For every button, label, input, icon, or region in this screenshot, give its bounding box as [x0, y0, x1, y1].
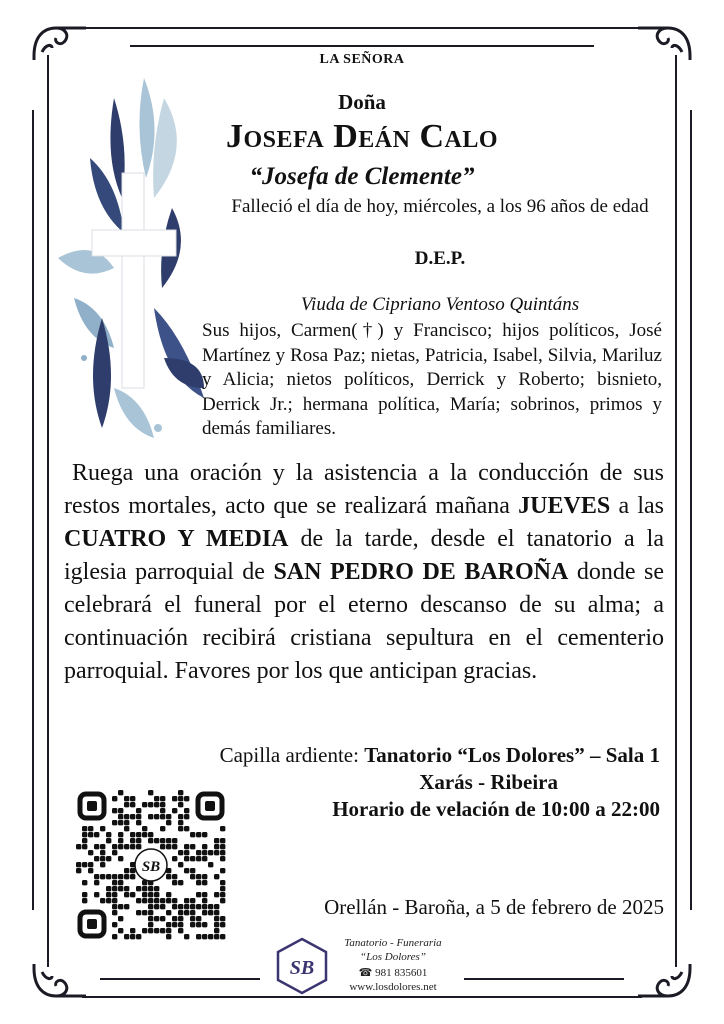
wake-hours: Horario de velación de 10:00 a 22:00 [332, 797, 660, 821]
place-and-date: Orellán - Baroña, a 5 de febrero de 2025 [324, 895, 664, 919]
frame-right-line [675, 55, 677, 967]
announcement-text: a las [610, 493, 665, 519]
chapel-town: Xarás - Ribeira [419, 770, 558, 794]
corner-ornament-bottom-right-icon [636, 962, 694, 1002]
frame-bottom-inner-right-line [464, 978, 624, 980]
frame-left-outer-line [32, 110, 34, 910]
chapel-label: Capilla ardiente: [219, 743, 365, 767]
frame-bottom-line [82, 996, 642, 998]
death-statement: Falleció el día de hoy, miércoles, a los 96 años de edad [231, 196, 649, 217]
announcement-text: Ruega una oración y la asistencia a la conducción de sus restos mortales, acto que se realizará mañana [64, 460, 664, 519]
frame-left-line [47, 55, 49, 967]
cross-with-leaves-icon [54, 58, 214, 448]
frame-top-line [82, 27, 642, 29]
rip-text: D.E.P. [414, 248, 466, 269]
footer-website-link[interactable]: www.losdolores.net [349, 981, 437, 993]
church-name: SAN PEDRO DE BAROÑA [273, 559, 569, 585]
footer-company-name: “Los Dolores” [360, 951, 426, 963]
logo-text: SB [289, 957, 315, 979]
notice-heading: LA SEÑORA [319, 52, 405, 67]
corner-ornament-bottom-left-icon [30, 962, 88, 1002]
funeral-time: CUATRO Y MEDIA [64, 526, 289, 552]
qr-code-icon[interactable] [76, 790, 226, 940]
widow-line: Viuda de Cipriano Ventoso Quintáns [300, 294, 580, 315]
chapel-place: Tanatorio “Los Dolores” – Sala 1 [364, 743, 660, 767]
frame-bottom-inner-left-line [100, 978, 260, 980]
footer-company-type: Tanatorio - Funeraria [344, 937, 442, 949]
announcement-text: de la tarde, desde el tanatorio a la iglesia parroquial de [64, 526, 664, 585]
deceased-name: Josefa Deán Calo [225, 118, 499, 155]
frame-top-inner-line [130, 45, 594, 47]
frame-right-outer-line [690, 110, 692, 910]
chapel-line [100, 743, 660, 768]
family-list: Sus hijos, Carmen(†) y Francisco; hijos políticos, José Martínez y Rosa Paz; nietas, Patricia, Isabel, Silvia, Mariluz y Alicia; nietos políticos, Derrick y Roberto; bisnieto, Derrick Jr.; hermana política, María; sobrinos, primos y demás familiares. [202, 320, 662, 440]
honorific: Doña [338, 90, 386, 114]
footer-phone: ☎ 981 835601 [358, 967, 428, 979]
funeral-announcement [64, 457, 664, 688]
deceased-nickname: “Josefa de Clemente” [249, 163, 475, 190]
qr-logo-text: SB [141, 859, 161, 875]
funeral-day: JUEVES [518, 493, 611, 519]
announcement-text: donde se celebrará el funeral por el eterno descanso de su alma; a continuación recibirá cristiana sepultura en el cementerio parroquial. Favores por los que anticipan gracias. [64, 559, 664, 684]
funeral-home-logo-icon [274, 937, 330, 995]
